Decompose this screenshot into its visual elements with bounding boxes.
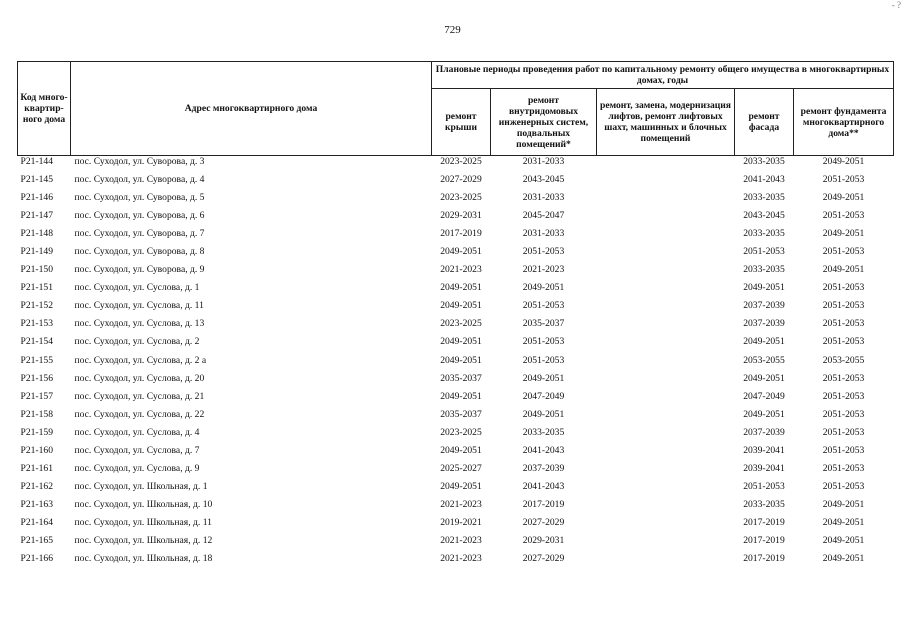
cell-foundation: 2051-2053 <box>822 426 865 438</box>
cell-code: Р21-166 <box>20 553 54 565</box>
header-foundation: ремонт фундамента многоквартирного дома** <box>794 89 894 156</box>
cell-facade: 2049-2051 <box>743 336 785 348</box>
cell-foundation: 2049-2051 <box>822 516 865 528</box>
cell-address: пос. Суходол, ул. Суворова, д. 7 <box>74 228 205 240</box>
cell-foundation: 2051-2053 <box>822 210 865 222</box>
table-body <box>18 156 894 572</box>
cell-foundation: 2051-2053 <box>822 408 865 420</box>
cell-roof: 2019-2021 <box>440 516 482 528</box>
cell-facade: 2039-2041 <box>743 462 785 474</box>
cell-address: пос. Суходол, ул. Суслова, д. 13 <box>74 318 205 330</box>
cell-lifts <box>597 445 735 463</box>
cell-roof: 2021-2023 <box>440 264 482 276</box>
cell-roof: 2049-2051 <box>440 390 482 402</box>
cell-lifts <box>597 246 735 264</box>
cell-code: Р21-148 <box>20 228 54 240</box>
repair-schedule-table-wrap <box>17 61 893 571</box>
table-row <box>18 336 894 354</box>
cell-lifts <box>597 336 735 354</box>
cell-code: Р21-151 <box>20 282 54 294</box>
table-row <box>18 445 894 463</box>
cell-code: Р21-156 <box>20 372 54 384</box>
cell-code: Р21-146 <box>20 192 54 204</box>
cell-lifts <box>597 156 735 175</box>
cell-facade: 2037-2039 <box>743 318 785 330</box>
cell-code: Р21-144 <box>20 156 54 167</box>
cell-lifts <box>597 174 735 192</box>
table-row <box>18 481 894 499</box>
table-row <box>18 210 894 228</box>
cell-roof: 2023-2025 <box>440 192 482 204</box>
cell-lifts <box>597 318 735 336</box>
cell-code: Р21-160 <box>20 444 54 456</box>
cell-systems: 2017-2019 <box>522 498 565 510</box>
table-row <box>18 409 894 427</box>
table-header <box>18 62 894 156</box>
table-row <box>18 264 894 282</box>
table-row <box>18 192 894 210</box>
cell-lifts <box>597 192 735 210</box>
cell-facade: 2051-2053 <box>743 480 785 492</box>
cell-foundation: 2051-2053 <box>822 336 865 348</box>
cell-address: пос. Суходол, ул. Суворова, д. 3 <box>74 156 205 167</box>
cell-roof: 2049-2051 <box>440 300 482 312</box>
cell-foundation: 2051-2053 <box>822 318 865 330</box>
cell-facade: 2041-2043 <box>743 174 785 186</box>
table-row <box>18 427 894 445</box>
cell-roof: 2029-2031 <box>440 210 482 222</box>
cell-lifts <box>597 355 735 373</box>
cell-systems: 2033-2035 <box>522 426 565 438</box>
cell-lifts <box>597 264 735 282</box>
cell-roof: 2017-2019 <box>440 228 482 240</box>
cell-facade: 2053-2055 <box>743 354 785 366</box>
cell-systems: 2027-2029 <box>522 516 565 528</box>
table-row <box>18 300 894 318</box>
page-number: 729 <box>444 24 461 36</box>
cell-address: пос. Суходол, ул. Суслова, д. 4 <box>74 426 200 438</box>
cell-foundation: 2049-2051 <box>822 228 865 240</box>
table-row <box>18 553 894 571</box>
table-row <box>18 246 894 264</box>
cell-foundation: 2049-2051 <box>822 156 865 167</box>
cell-systems: 2035-2037 <box>522 318 565 330</box>
cell-roof: 2021-2023 <box>440 534 482 546</box>
cell-systems: 2031-2033 <box>522 156 565 167</box>
cell-address: пос. Суходол, ул. Суворова, д. 8 <box>74 246 205 258</box>
cell-roof: 2025-2027 <box>440 462 482 474</box>
cell-systems: 2051-2053 <box>522 336 565 348</box>
cell-address: пос. Суходол, ул. Школьная, д. 11 <box>74 516 212 528</box>
cell-facade: 2051-2053 <box>743 246 785 258</box>
cell-code: Р21-153 <box>20 318 54 330</box>
cell-lifts <box>597 463 735 481</box>
table-row <box>18 282 894 300</box>
cell-code: Р21-157 <box>20 390 54 402</box>
cell-lifts <box>597 282 735 300</box>
cell-systems: 2049-2051 <box>522 372 565 384</box>
cell-code: Р21-165 <box>20 534 54 546</box>
cell-lifts <box>597 535 735 553</box>
cell-address: пос. Суходол, ул. Суслова, д. 7 <box>74 444 200 456</box>
cell-address: пос. Суходол, ул. Суслова, д. 11 <box>74 300 204 312</box>
cell-roof: 2049-2051 <box>440 444 482 456</box>
header-roof: ремонт крыши <box>432 89 491 156</box>
cell-systems: 2043-2045 <box>522 174 565 186</box>
cell-facade: 2017-2019 <box>743 553 785 565</box>
cell-facade: 2047-2049 <box>743 390 785 402</box>
cell-address: пос. Суходол, ул. Школьная, д. 10 <box>74 498 213 510</box>
cell-facade: 2037-2039 <box>743 300 785 312</box>
cell-systems: 2051-2053 <box>522 354 565 366</box>
cell-systems: 2049-2051 <box>522 282 565 294</box>
cell-facade: 2033-2035 <box>743 498 785 510</box>
cell-code: Р21-163 <box>20 498 54 510</box>
corner-mark: - ? <box>891 0 901 10</box>
cell-facade: 2033-2035 <box>743 192 785 204</box>
cell-address: пос. Суходол, ул. Школьная, д. 12 <box>74 534 213 546</box>
table-row <box>18 535 894 553</box>
cell-facade: 2039-2041 <box>743 444 785 456</box>
cell-address: пос. Суходол, ул. Суворова, д. 6 <box>74 210 205 222</box>
cell-facade: 2037-2039 <box>743 426 785 438</box>
cell-roof: 2023-2025 <box>440 426 482 438</box>
cell-facade: 2033-2035 <box>743 264 785 276</box>
cell-roof: 2021-2023 <box>440 553 482 565</box>
cell-facade: 2049-2051 <box>743 408 785 420</box>
cell-systems: 2027-2029 <box>522 553 565 565</box>
table-row <box>18 228 894 246</box>
cell-address: пос. Суходол, ул. Суслова, д. 2 а <box>74 354 207 366</box>
cell-systems: 2031-2033 <box>522 228 565 240</box>
table-row <box>18 174 894 192</box>
table-row <box>18 391 894 409</box>
cell-address: пос. Суходол, ул. Суслова, д. 2 <box>74 336 200 348</box>
cell-facade: 2017-2019 <box>743 516 785 528</box>
cell-systems: 2041-2043 <box>522 444 565 456</box>
table-row <box>18 156 894 175</box>
table-row <box>18 373 894 391</box>
cell-roof: 2049-2051 <box>440 246 482 258</box>
cell-foundation: 2051-2053 <box>822 480 865 492</box>
cell-code: Р21-147 <box>20 210 54 222</box>
cell-lifts <box>597 228 735 246</box>
cell-foundation: 2051-2053 <box>822 444 865 456</box>
cell-lifts <box>597 499 735 517</box>
header-periods: Плановые периоды проведения работ по капитальному ремонту общего имущества в многоквартирных домах, годы <box>432 62 894 89</box>
cell-address: пос. Суходол, ул. Суворова, д. 9 <box>74 264 205 276</box>
cell-lifts <box>597 517 735 535</box>
cell-lifts <box>597 481 735 499</box>
cell-foundation: 2049-2051 <box>822 553 865 565</box>
cell-roof: 2023-2025 <box>440 156 482 167</box>
cell-roof: 2049-2051 <box>440 336 482 348</box>
repair-schedule-table <box>17 61 894 571</box>
table-row <box>18 499 894 517</box>
cell-systems: 2051-2053 <box>522 246 565 258</box>
cell-foundation: 2051-2053 <box>822 300 865 312</box>
cell-systems: 2045-2047 <box>522 210 565 222</box>
cell-foundation: 2051-2053 <box>822 246 865 258</box>
cell-facade: 2043-2045 <box>743 210 785 222</box>
cell-code: Р21-158 <box>20 408 54 420</box>
header-systems: ремонт внутридомовых инженерных систем, подвальных помещений* <box>491 89 597 156</box>
table-row <box>18 517 894 535</box>
cell-systems: 2021-2023 <box>522 264 565 276</box>
cell-foundation: 2049-2051 <box>822 498 865 510</box>
cell-address: пос. Суходол, ул. Школьная, д. 18 <box>74 553 213 565</box>
cell-foundation: 2051-2053 <box>822 390 865 402</box>
cell-foundation: 2051-2053 <box>822 462 865 474</box>
cell-roof: 2049-2051 <box>440 480 482 492</box>
cell-code: Р21-162 <box>20 480 54 492</box>
cell-foundation: 2053-2055 <box>822 354 865 366</box>
table-row <box>18 355 894 373</box>
cell-address: пос. Суходол, ул. Суслова, д. 9 <box>74 462 200 474</box>
cell-code: Р21-155 <box>20 354 54 366</box>
cell-facade: 2049-2051 <box>743 372 785 384</box>
cell-code: Р21-154 <box>20 336 54 348</box>
cell-roof: 2049-2051 <box>440 354 482 366</box>
cell-systems: 2031-2033 <box>522 192 565 204</box>
cell-code: Р21-152 <box>20 300 54 312</box>
cell-code: Р21-145 <box>20 174 54 186</box>
cell-systems: 2049-2051 <box>522 408 565 420</box>
cell-lifts <box>597 391 735 409</box>
cell-roof: 2049-2051 <box>440 282 482 294</box>
table-row <box>18 318 894 336</box>
cell-roof: 2035-2037 <box>440 408 482 420</box>
cell-address: пос. Суходол, ул. Суслова, д. 20 <box>74 372 205 384</box>
cell-roof: 2027-2029 <box>440 174 482 186</box>
cell-facade: 2033-2035 <box>743 228 785 240</box>
header-lifts: ремонт, замена, модернизация лифтов, ремонт лифтовых шахт, машинных и блочных помещений <box>597 89 735 156</box>
cell-code: Р21-150 <box>20 264 54 276</box>
cell-systems: 2029-2031 <box>522 534 565 546</box>
cell-facade: 2033-2035 <box>743 156 785 167</box>
cell-code: Р21-164 <box>20 516 54 528</box>
cell-lifts <box>597 300 735 318</box>
cell-address: пос. Суходол, ул. Суслова, д. 22 <box>74 408 205 420</box>
cell-code: Р21-161 <box>20 462 54 474</box>
cell-lifts <box>597 427 735 445</box>
cell-address: пос. Суходол, ул. Суворова, д. 5 <box>74 192 205 204</box>
cell-systems: 2041-2043 <box>522 480 565 492</box>
cell-lifts <box>597 409 735 427</box>
cell-systems: 2037-2039 <box>522 462 565 474</box>
cell-address: пос. Суходол, ул. Суслова, д. 1 <box>74 282 200 294</box>
cell-roof: 2023-2025 <box>440 318 482 330</box>
cell-facade: 2049-2051 <box>743 282 785 294</box>
cell-lifts <box>597 373 735 391</box>
cell-address: пос. Суходол, ул. Суворова, д. 4 <box>74 174 205 186</box>
cell-roof: 2021-2023 <box>440 498 482 510</box>
cell-facade: 2017-2019 <box>743 534 785 546</box>
cell-lifts <box>597 210 735 228</box>
cell-foundation: 2051-2053 <box>822 174 865 186</box>
table-row <box>18 463 894 481</box>
cell-systems: 2047-2049 <box>522 390 565 402</box>
cell-foundation: 2049-2051 <box>822 192 865 204</box>
cell-address: пос. Суходол, ул. Суслова, д. 21 <box>74 390 205 402</box>
cell-lifts <box>597 553 735 571</box>
cell-foundation: 2051-2053 <box>822 282 865 294</box>
cell-systems: 2051-2053 <box>522 300 565 312</box>
cell-roof: 2035-2037 <box>440 372 482 384</box>
cell-code: Р21-159 <box>20 426 54 438</box>
header-address: Адрес многоквартирного дома <box>71 62 432 156</box>
cell-foundation: 2051-2053 <box>822 372 865 384</box>
cell-address: пос. Суходол, ул. Школьная, д. 1 <box>74 480 208 492</box>
header-code: Код много-квартир-ного дома <box>18 62 71 156</box>
header-facade: ремонт фасада <box>735 89 794 156</box>
cell-foundation: 2049-2051 <box>822 264 865 276</box>
cell-foundation: 2049-2051 <box>822 534 865 546</box>
cell-code: Р21-149 <box>20 246 54 258</box>
